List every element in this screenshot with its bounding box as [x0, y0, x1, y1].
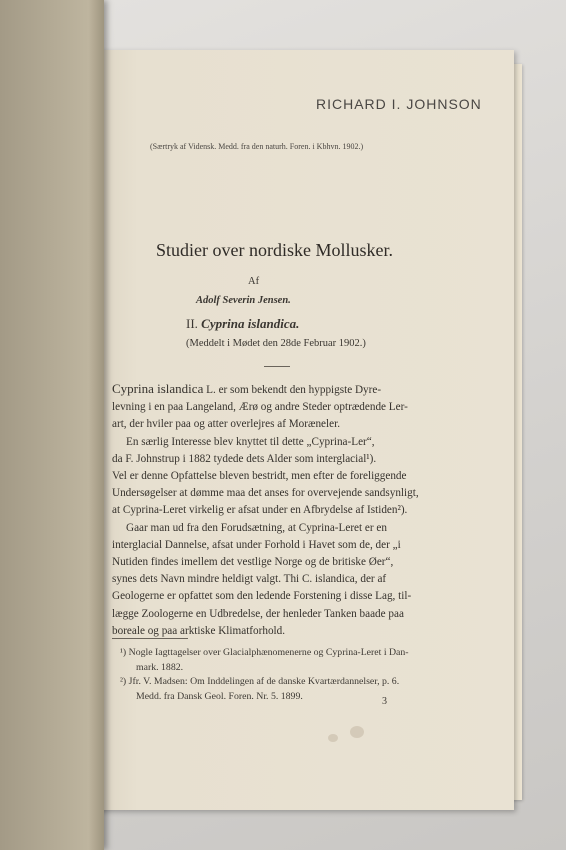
presentation-note: (Meddelt i Mødet den 28de Februar 1902.)	[186, 338, 366, 349]
body-line: Gaar man ud fra den Forudsætning, at Cyprina-Leret er en	[126, 521, 387, 534]
footnote-line: ¹) Nogle Iagttagelser over Glacialphænomenerne og Cyprina-Leret i Dan-	[120, 647, 409, 658]
body-line-rest: L. er som bekendt den hyppigste Dyre-	[203, 384, 382, 396]
body-line: Undersøgelser at dømme maa det anses for overvejende sandsynligt,	[112, 487, 419, 500]
author-name: Adolf Severin Jensen.	[196, 295, 291, 306]
body-line: boreale og paa arktiske Klimatforhold.	[112, 624, 286, 637]
part-heading	[186, 316, 299, 332]
body-line: levning i en paa Langeland, Ærø og andre Steder optrædende Ler-	[112, 401, 408, 414]
offprint-note: (Særtryk af Vidensk. Medd. fra den naturh. Foren. i Kbhvn. 1902.)	[150, 142, 364, 151]
part-number: II.	[186, 316, 198, 331]
body-line: Vel er denne Opfattelse bleven bestridt, men efter de foreliggende	[112, 470, 407, 483]
body-text	[112, 380, 419, 640]
footnote-line: Medd. fra Dansk Geol. Foren. Nr. 5. 1899.	[136, 690, 303, 702]
body-line: Geologerne er opfattet som den ledende Forstening i disse Lag, til-	[112, 590, 412, 603]
body-line: da F. Johnstrup i 1882 tydede dets Alder som interglacial¹).	[112, 452, 377, 465]
body-line: Cyprina islandica L. er som bekendt den hyppigste Dyre-	[112, 381, 382, 396]
body-line: at Cyprina-Leret virkelig er afsat under en Afbrydelse af Istiden²).	[112, 504, 408, 517]
body-line: lægge Zoologerne en Udbredelse, der henleder Tanken baade paa	[112, 607, 404, 620]
footnote-rule	[112, 638, 188, 639]
foxing-spot	[350, 726, 364, 738]
page-number: 3	[382, 696, 387, 707]
by-label: Af	[248, 276, 260, 287]
book-cover-edge	[0, 0, 104, 850]
body-line: interglacial Dannelse, afsat under Forhold i Havet som de, der „i	[112, 538, 401, 551]
footnotes	[112, 646, 409, 704]
foxing-spot	[328, 734, 338, 742]
footnote-line: mark. 1882.	[136, 661, 184, 673]
part-title: Cyprina islandica.	[201, 316, 300, 331]
document-page	[96, 50, 514, 810]
footnote-line: ²) Jfr. V. Madsen: Om Inddelingen af de danske Kvartærdannelser, p. 6.	[120, 676, 400, 688]
body-line: synes dets Navn mindre heldigt valgt. Thi C. islandica, der af	[112, 573, 387, 586]
owner-stamp: RICHARD I. JOHNSON	[316, 96, 482, 112]
body-line: En særlig Interesse blev knyttet til dette „Cyprina-Ler“,	[126, 435, 375, 448]
body-line: Nutiden findes imellem det vestlige Norge og de britiske Øer“,	[112, 556, 394, 569]
section-divider	[264, 366, 290, 367]
body-line: art, der hviler paa og atter overlejres af Moræneler.	[112, 418, 340, 431]
article-title: Studier over nordiske Mollusker.	[156, 240, 393, 260]
